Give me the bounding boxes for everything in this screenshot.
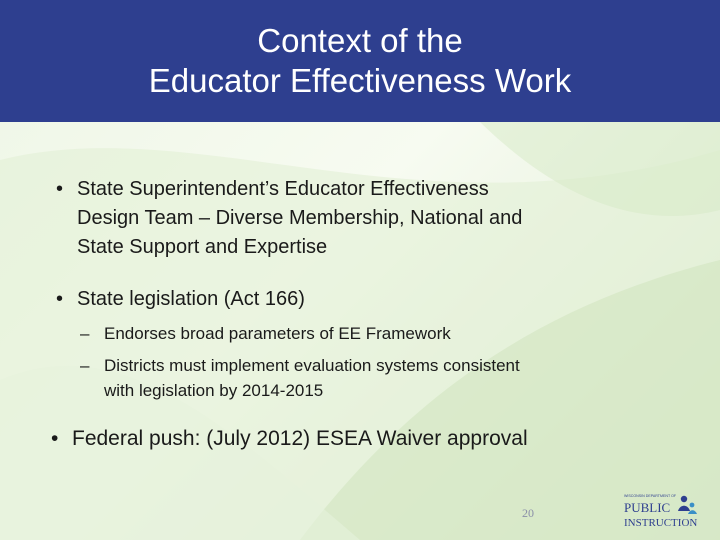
bullet-design-team [56, 175, 697, 262]
sub-bullet-districts [80, 353, 684, 403]
bullet-marker: • [56, 288, 64, 310]
sub-bullet-marker: – [80, 324, 90, 343]
logo-line-instruction: INSTRUCTION [624, 517, 698, 529]
bullet-text-line: State Superintendent’s Educator Effectiveness [77, 178, 489, 200]
bullet-federal-push [51, 424, 692, 453]
bullet-text-line: Design Team – Diverse Membership, National and [77, 207, 523, 229]
sub-bullet-text-line: Districts must implement evaluation systems consistent [104, 356, 520, 375]
logo-line-public: PUBLIC [624, 500, 671, 515]
sub-bullet-text-line: Endorses broad parameters of EE Framework [104, 324, 451, 343]
bullet-marker: • [51, 427, 59, 450]
sub-bullet-text-line: with legislation by 2014-2015 [104, 381, 324, 400]
logo-small-text: WISCONSIN DEPARTMENT OF [624, 494, 677, 498]
bullet-text-line: State Support and Expertise [77, 236, 328, 258]
bullet-marker: • [56, 178, 64, 200]
bullet-text-line: Federal push: (July 2012) ESEA Waiver approval [72, 427, 528, 450]
page-number: 20 [522, 506, 534, 520]
sub-bullet-marker: – [80, 356, 90, 375]
slide-title-line-2: Educator Effectiveness Work [148, 62, 572, 99]
sub-bullet-endorses [80, 321, 684, 346]
bullet-text-line: State legislation (Act 166) [77, 288, 305, 310]
reading-figures-icon [678, 496, 697, 514]
slide-title-line-1: Context of the [257, 22, 463, 59]
dpi-logo [622, 492, 698, 530]
bullet-legislation [56, 285, 697, 314]
